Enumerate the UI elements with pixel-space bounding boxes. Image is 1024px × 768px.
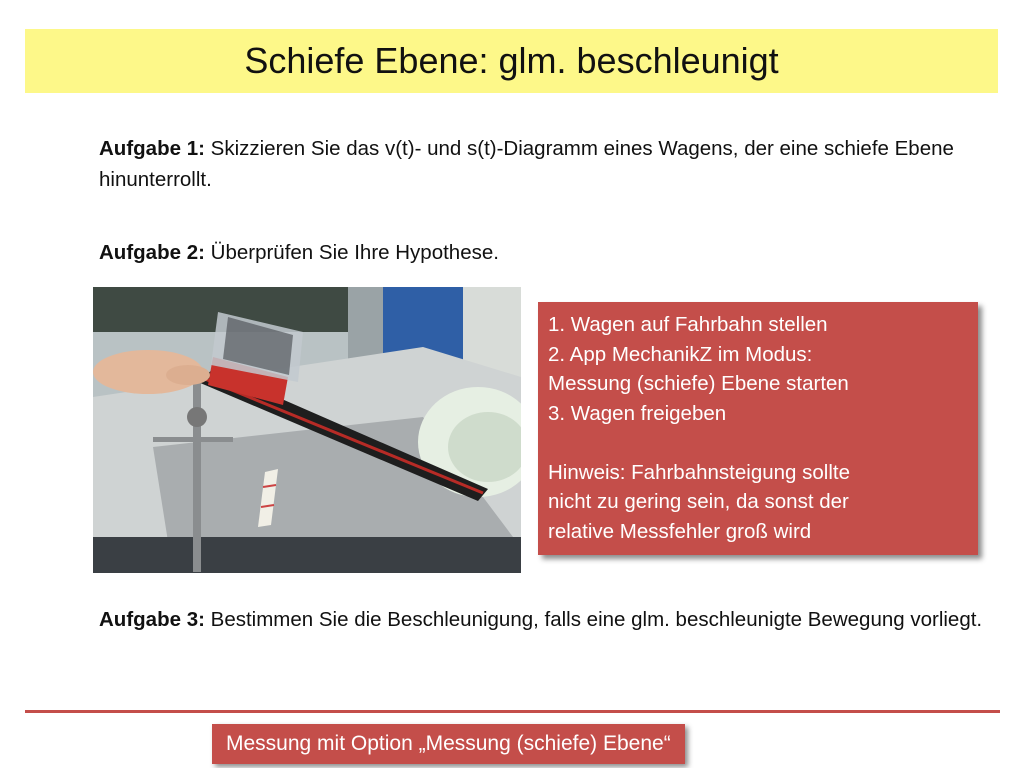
footer-label: Messung mit Option „Messung (schiefe) Ebene“ [212,724,685,764]
instructions-box [538,302,978,555]
task-2-text: Überprüfen Sie Ihre Hypothese. [210,241,499,264]
step-2: 2. App MechanikZ im Modus: [548,342,813,366]
experiment-photo [93,287,521,573]
title-bar [25,29,998,93]
divider-line [25,710,1000,713]
hint-line-2: nicht zu gering sein, da sonst der [548,490,849,513]
task-2-label: Aufgabe 2: [99,241,205,264]
task-1 [99,133,959,195]
task-1-text: Skizzieren Sie das v(t)- und s(t)-Diagramm eines Wagens, der eine schiefe Ebene hinunterrollt. [99,137,954,191]
task-3-text: Bestimmen Sie die Beschleunigung, falls eine glm. beschleunigte Bewegung vorliegt. [210,608,983,631]
step-2-continued: Messung (schiefe) Ebene starten [548,372,849,395]
page-title: Schiefe Ebene: glm. beschleunigt [244,40,779,81]
hint-line-1: Hinweis: Fahrbahnsteigung sollte [548,460,850,484]
task-3-label: Aufgabe 3: [99,608,205,631]
step-3: 3. Wagen freigeben [548,401,727,425]
task-1-label: Aufgabe 1: [99,137,205,160]
spacer [548,428,968,458]
task-3 [99,604,999,635]
task-2 [99,237,499,268]
hint-line-3: relative Messfehler groß wird [548,519,812,543]
step-1: 1. Wagen auf Fahrbahn stellen [548,313,828,336]
